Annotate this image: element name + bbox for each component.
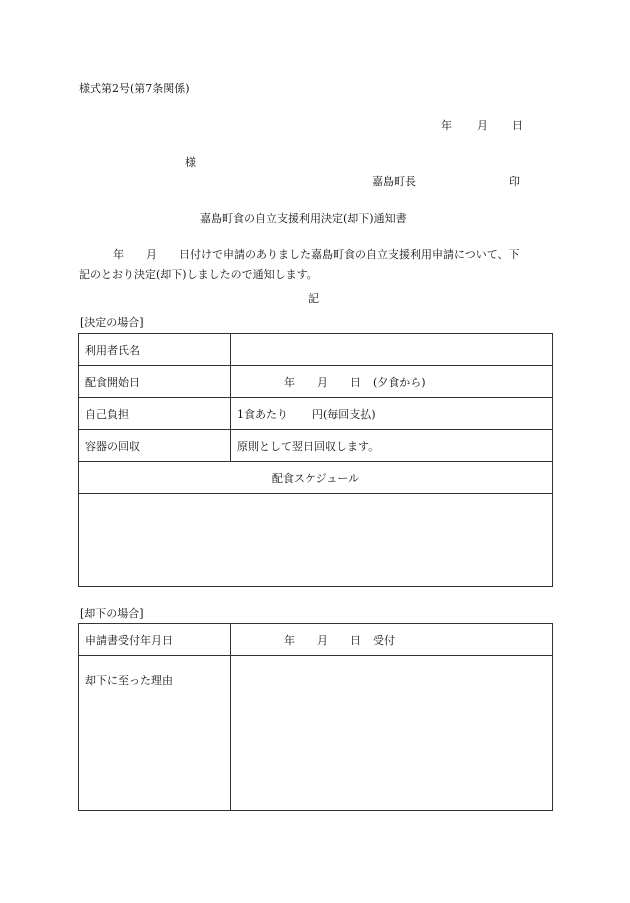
table-row xyxy=(79,624,553,656)
start-date-value xyxy=(231,366,553,398)
table-row xyxy=(79,656,553,811)
form-number: 様式第2号(第7条関係) xyxy=(79,82,190,95)
row-label-rejection-reason: 却下に至った理由 xyxy=(79,656,231,811)
ki-heading: 記 xyxy=(308,292,319,305)
table-row xyxy=(79,462,553,494)
table-row xyxy=(79,494,553,587)
rejection-heading: [却下の場合] xyxy=(80,607,144,620)
table-row xyxy=(79,366,553,398)
body-text-line2: 記のとおり決定(却下)しましたので通知します。 xyxy=(79,268,318,281)
decision-table xyxy=(78,333,553,587)
date-year-label: 年 xyxy=(441,119,452,132)
start-year-label: 年 xyxy=(284,375,295,389)
row-label-container-collection: 容器の回収 xyxy=(79,430,231,462)
receipt-month-label: 月 xyxy=(317,633,328,647)
seal-mark: 印 xyxy=(509,175,520,188)
table-row xyxy=(79,398,553,430)
body-year: 年 xyxy=(113,248,124,261)
row-label-user-name: 利用者氏名 xyxy=(79,334,231,366)
row-label-start-date: 配食開始日 xyxy=(79,366,231,398)
start-month-label: 月 xyxy=(317,375,328,389)
user-name-value xyxy=(231,334,553,366)
row-label-self-pay: 自己負担 xyxy=(79,398,231,430)
start-day-label: 日 xyxy=(350,375,361,389)
decision-heading: [決定の場合] xyxy=(80,316,144,329)
per-meal-label: 1食あたり xyxy=(237,407,288,421)
table-row xyxy=(79,430,553,462)
date-month-label: 月 xyxy=(477,119,488,132)
body-paragraph xyxy=(79,245,549,285)
schedule-content xyxy=(79,494,553,587)
body-month: 月 xyxy=(146,248,157,261)
document-title: 嘉島町食の自立支援利用決定(却下)通知書 xyxy=(200,212,407,225)
receipt-day-label: 日 xyxy=(350,633,361,647)
yen-label: 円(毎回支払) xyxy=(312,407,376,421)
issuer-title: 嘉島町長 xyxy=(372,175,416,188)
receipt-suffix: 受付 xyxy=(373,633,395,647)
receipt-date-value xyxy=(231,624,553,656)
addressee-suffix: 様 xyxy=(185,156,196,169)
row-label-receipt-date: 申請書受付年月日 xyxy=(79,624,231,656)
start-note: (夕食から) xyxy=(373,375,426,389)
rejection-table xyxy=(78,623,553,811)
receipt-year-label: 年 xyxy=(284,633,295,647)
schedule-heading: 配食スケジュール xyxy=(79,462,553,494)
self-pay-value xyxy=(231,398,553,430)
container-collection-value: 原則として翌日回収します。 xyxy=(231,430,553,462)
date-day-label: 日 xyxy=(512,119,523,132)
body-text-line1: 日付けで申請のありました嘉島町食の自立支援利用申請について、下 xyxy=(179,248,520,261)
table-row xyxy=(79,334,553,366)
rejection-reason-value xyxy=(231,656,553,811)
